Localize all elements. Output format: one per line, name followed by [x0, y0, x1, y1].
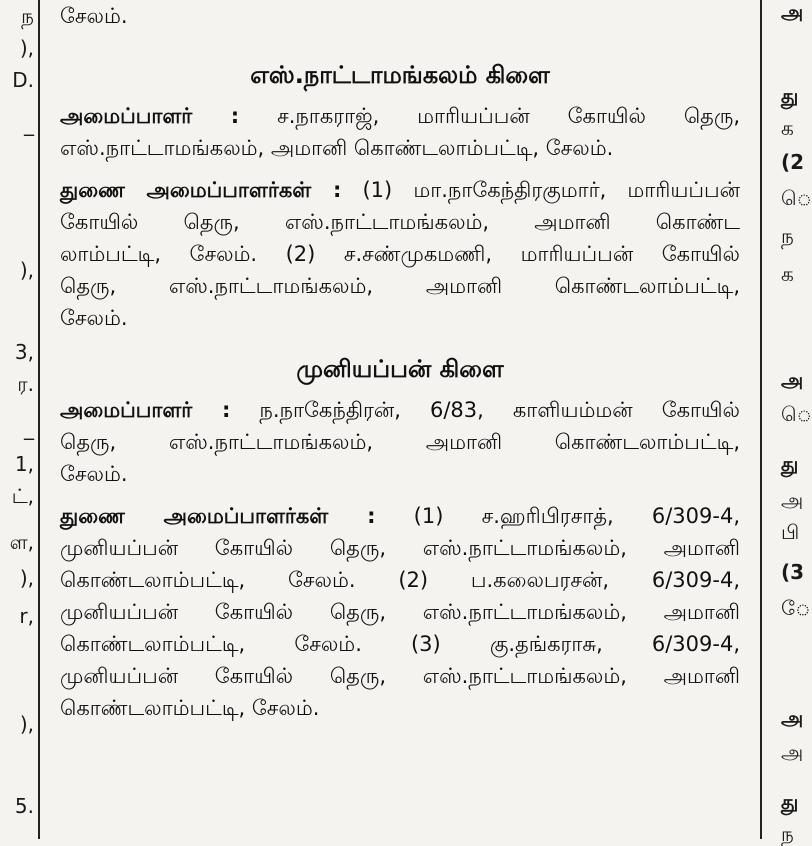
right-fragment: து: [781, 790, 799, 814]
paragraph-line: தெரு, எஸ்.நாட்டாமங்கலம், அமானி கொண்டலாம்பட்டி,: [60, 430, 740, 454]
section-heading: எஸ்.நாட்டாமங்கலம் கிளை: [250, 61, 550, 89]
organizer-paragraph: [60, 100, 740, 164]
deputies-label: துணை அமைப்பாளர்கள் :: [60, 504, 376, 528]
right-column-fragment: [763, 0, 812, 846]
paragraph-line: கோயில் தெரு, எஸ்.நாட்டாமங்கலம், அமானி கொண்ட: [60, 210, 740, 234]
left-fragment: _: [24, 416, 34, 440]
paragraph-line: [60, 500, 740, 532]
deputies-paragraph: [60, 174, 740, 334]
right-fragment: து: [781, 84, 799, 108]
organizer-paragraph: [60, 394, 740, 490]
paragraph-line: சேலம்.: [60, 306, 128, 330]
paragraph-line: கொண்டலாம்பட்டி, சேலம். (2) ப.கலைபரசன், 6/309-4,: [60, 568, 740, 592]
right-fragment: அ: [781, 0, 804, 24]
top-line: சேலம்.: [60, 4, 128, 28]
deputies-paragraph: [60, 500, 740, 724]
paragraph-line: முனியப்பன் கோயில் தெரு, எஸ்.நாட்டாமங்கலம், அமானி: [60, 600, 740, 624]
right-fragment: அ: [781, 368, 804, 392]
left-fragment: 5.: [14, 794, 34, 818]
left-fragment: ந: [21, 4, 34, 28]
paragraph-line: [60, 394, 740, 426]
left-column-fragment: [0, 0, 36, 839]
section-heading: முனியப்பன் கிளை: [296, 355, 504, 383]
line-text: ச.நாகராஜ், மாரியப்பன் கோயில் தெரு,: [277, 104, 740, 128]
organizer-label: அமைப்பாளர் :: [60, 104, 240, 128]
left-fragment: ர.: [17, 372, 34, 396]
paragraph-line: லாம்பட்டி, சேலம். (2) ச.சண்முகமணி, மாரியப்பன் கோயில்: [60, 242, 740, 266]
paragraph-line: தெரு, எஸ்.நாட்டாமங்கலம், அமானி கொண்டலாம்பட்டி,: [60, 274, 740, 298]
column-divider-left: [38, 0, 40, 839]
right-fragment: பி: [781, 520, 800, 544]
left-fragment: 3,: [14, 340, 34, 364]
right-fragment: அ: [781, 740, 804, 764]
deputies-label: துணை அமைப்பாளர்கள் :: [60, 178, 342, 202]
left-fragment: ),: [19, 712, 34, 736]
right-fragment: அ: [781, 488, 804, 512]
right-fragment: ெ: [781, 186, 812, 210]
line-text: (1) ச.ஹரிபிரசாத், 6/309-4,: [413, 504, 740, 528]
paragraph-line: கொண்டலாம்பட்டி, சேலம். (3) கு.தங்கராசு, 6/309-4,: [60, 632, 740, 656]
right-fragment: (3: [781, 560, 805, 584]
right-fragment: அ: [781, 706, 804, 730]
line-text: ந.நாகேந்திரன், 6/83, காளியம்மன் கோயில்: [259, 398, 740, 422]
paragraph-line: முனியப்பன் கோயில் தெரு, எஸ்.நாட்டாமங்கலம், அமானி: [60, 536, 740, 560]
line-text: (1) மா.நாகேந்திரகுமார், மாரியப்பன்: [362, 178, 740, 202]
paragraph-line: முனியப்பன் கோயில் தெரு, எஸ்.நாட்டாமங்கலம், அமானி: [60, 664, 740, 688]
left-fragment: D.: [12, 68, 34, 92]
left-fragment: ),: [19, 566, 34, 590]
right-fragment: ெ: [781, 402, 812, 426]
main-column: [60, 0, 740, 724]
right-fragment: ந: [781, 224, 794, 248]
paragraph-line: சேலம்.: [60, 462, 128, 486]
paragraph-line: கொண்டலாம்பட்டி, சேலம்.: [60, 696, 320, 720]
column-divider-right: [760, 0, 762, 839]
right-fragment: ே: [781, 596, 811, 620]
left-fragment: _: [24, 112, 34, 136]
paragraph-line: எஸ்.நாட்டாமங்கலம், அமானி கொண்டலாம்பட்டி, சேலம்.: [60, 136, 614, 160]
left-fragment: ட்,: [11, 484, 34, 508]
paragraph-line: [60, 100, 740, 132]
left-fragment: ),: [19, 258, 34, 282]
left-fragment: r,: [19, 604, 34, 628]
right-fragment: ந: [781, 822, 794, 846]
left-fragment: ),: [19, 36, 34, 60]
right-fragment: க: [781, 116, 794, 140]
right-fragment: (2: [781, 150, 805, 174]
left-fragment: 1,: [14, 452, 34, 476]
left-fragment: ள,: [9, 530, 34, 554]
right-fragment: து: [781, 452, 799, 476]
organizer-label: அமைப்பாளர் :: [60, 398, 231, 422]
right-fragment: க: [781, 262, 794, 286]
paragraph-line: [60, 174, 740, 206]
